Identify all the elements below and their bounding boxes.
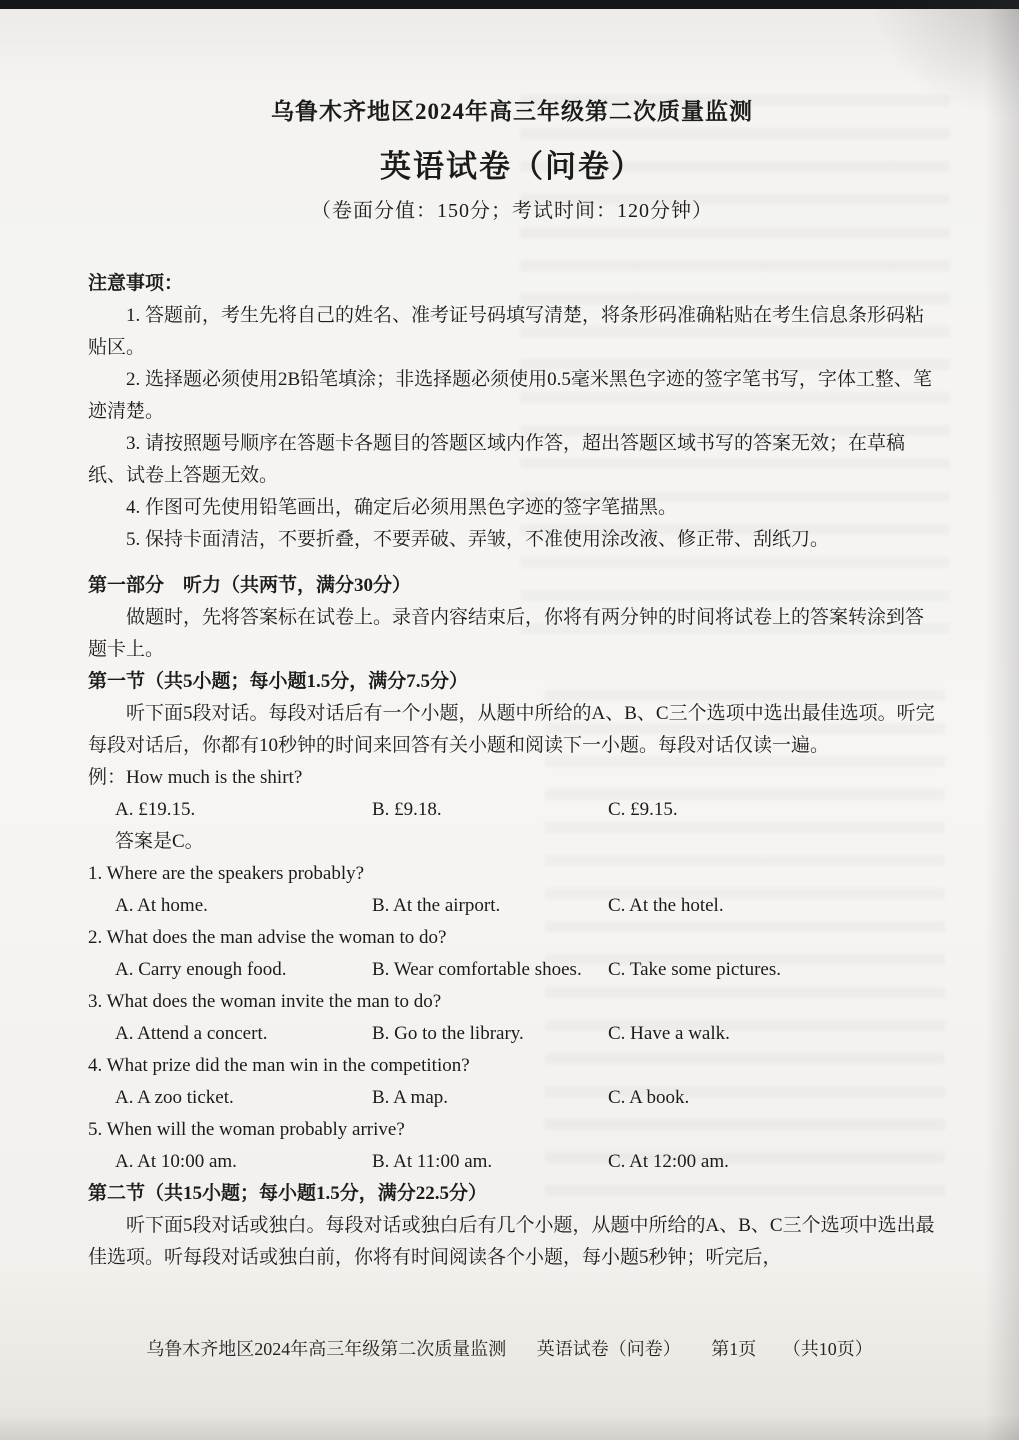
notice-heading: 注意事项： xyxy=(88,273,184,294)
notice-item: 2. 选择题必须使用2B铅笔填涂；非选择题必须使用0.5毫米黑色字迹的签字笔书写，字体工整、笔迹清楚。 xyxy=(88,369,932,422)
footer-page-number: 第1页 xyxy=(711,1339,757,1359)
question-text: 4. What prize did the man win in the competition? xyxy=(88,1055,470,1076)
part1-heading: 第一部分 听力（共两节，满分30分） xyxy=(88,575,412,596)
example-question: 例：How much is the shirt? xyxy=(88,767,303,788)
option-a: A. At home. xyxy=(115,895,208,916)
footer-total-pages: （共10页） xyxy=(782,1339,873,1359)
option-a: A. £19.15. xyxy=(115,799,196,820)
exam-title: 乌鲁木齐地区2024年高三年级第二次质量监测 xyxy=(271,99,753,124)
question-block-4 xyxy=(88,1050,936,1114)
options-row xyxy=(88,1146,936,1178)
footer-paper-name: 英语试卷（问卷） xyxy=(536,1339,681,1359)
section2-intro: 听下面5段对话或独白。每段对话或独白后有几个小题，从题中所给的A、B、C三个选项中选出最佳选项。听每段对话或独白前，你将有时间阅读各个小题，每小题5秒钟；听完后， xyxy=(88,1215,935,1268)
options-row xyxy=(88,1018,936,1050)
option-a: A. A zoo ticket. xyxy=(115,1087,234,1108)
part1-intro: 做题时，先将答案标在试卷上。录音内容结束后，你将有两分钟的时间将试卷上的答案转涂到答题卡上。 xyxy=(88,607,925,660)
option-c: C. A book. xyxy=(608,1087,690,1108)
option-a: A. At 10:00 am. xyxy=(115,1151,237,1172)
section2-heading: 第二节（共15小题；每小题1.5分，满分22.5分） xyxy=(88,1183,488,1204)
question-block-5 xyxy=(88,1114,936,1178)
example-answer: 答案是C。 xyxy=(115,831,204,852)
score-time-line: （卷面分值：150分；考试时间：120分钟） xyxy=(311,200,713,222)
page-footer xyxy=(0,1336,1019,1362)
option-b: B. At 11:00 am. xyxy=(372,1151,493,1172)
exam-content xyxy=(88,96,936,1274)
part1-section xyxy=(88,570,936,1274)
question-text: 1. Where are the speakers probably? xyxy=(88,863,365,884)
section1-intro: 听下面5段对话。每段对话后有一个小题，从题中所给的A、B、C三个选项中选出最佳选项。听完每段对话后，你都有10秒钟的时间来回答有关小题和阅读下一小题。每段对话仅读一遍。 xyxy=(88,703,935,756)
question-block-3 xyxy=(88,986,936,1050)
option-b: B. £9.18. xyxy=(372,799,442,820)
option-a: A. Attend a concert. xyxy=(115,1023,268,1044)
options-row xyxy=(88,890,936,922)
option-c: C. At the hotel. xyxy=(608,895,724,916)
paper-title: 英语试卷（问卷） xyxy=(380,149,644,184)
question-text: 5. When will the woman probably arrive? xyxy=(88,1119,405,1140)
scan-edge-bottom xyxy=(0,1414,1019,1440)
option-b: B. Go to the library. xyxy=(372,1023,524,1044)
footer-exam-name: 乌鲁木齐地区2024年高三年级第二次质量监测 xyxy=(146,1339,507,1359)
scan-edge-top xyxy=(0,0,1019,9)
notice-item: 4. 作图可先使用铅笔画出，确定后必须用黑色字迹的签字笔描黑。 xyxy=(126,497,678,518)
section1-heading: 第一节（共5小题；每小题1.5分，满分7.5分） xyxy=(88,671,469,692)
question-text: 3. What does the woman invite the man to do? xyxy=(88,991,442,1012)
options-row xyxy=(88,1082,936,1114)
scan-edge-right xyxy=(985,0,1019,1440)
options-row xyxy=(88,954,936,986)
question-text: 2. What does the man advise the woman to do? xyxy=(88,927,447,948)
option-b: B. Wear comfortable shoes. xyxy=(372,959,582,980)
question-block-2 xyxy=(88,922,936,986)
notice-item: 5. 保持卡面清洁，不要折叠，不要弄破、弄皱，不准使用涂改液、修正带、刮纸刀。 xyxy=(126,529,830,550)
example-options-row xyxy=(88,794,936,826)
question-block-1 xyxy=(88,858,936,922)
option-a: A. Carry enough food. xyxy=(115,959,287,980)
option-b: B. At the airport. xyxy=(372,895,501,916)
option-c: C. £9.15. xyxy=(608,799,678,820)
option-b: B. A map. xyxy=(372,1087,449,1108)
example-block xyxy=(88,762,936,858)
notice-item: 3. 请按照题号顺序在答题卡各题目的答题区域内作答，超出答题区域书写的答案无效；在草稿纸、试卷上答题无效。 xyxy=(88,433,906,486)
option-c: C. Take some pictures. xyxy=(608,959,781,980)
option-c: C. At 12:00 am. xyxy=(608,1151,729,1172)
notice-section xyxy=(88,268,936,556)
notice-item: 1. 答题前，考生先将自己的姓名、准考证号码填写清楚，将条形码准确粘贴在考生信息条形码粘贴区。 xyxy=(88,305,925,358)
option-c: C. Have a walk. xyxy=(608,1023,730,1044)
